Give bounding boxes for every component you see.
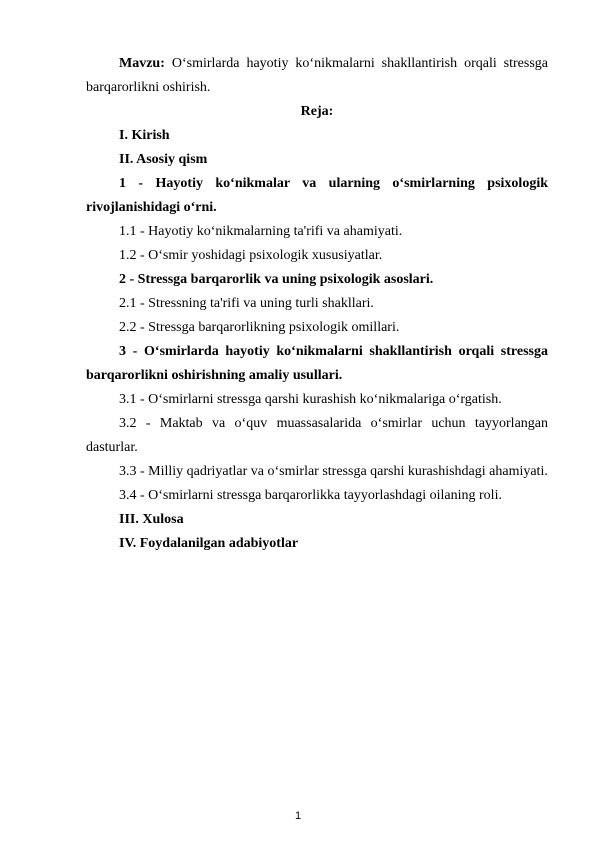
plan-item: 3.2 - Maktab va o‘quv muassasalarida o‘smirlar uchun tayyorlangan dasturlar. xyxy=(86,416,548,455)
page-number: 1 xyxy=(294,810,302,822)
plan-list xyxy=(86,124,548,556)
plan-item: IV. Foydalanilgan adabiyotlar xyxy=(119,536,299,551)
plan-item: 2.2 - Stressga barqarorlikning psixologik omillari. xyxy=(119,320,400,335)
plan-item: 3.4 - O‘smirlarni stressga barqarorlikka tayyorlashdagi oilaning roli. xyxy=(119,488,502,503)
plan-item: 3.1 - O‘smirlarni stressga qarshi kurashish ko‘nikmalariga o‘rgatish. xyxy=(119,392,502,407)
topic-label: Mavzu: xyxy=(119,56,165,71)
plan-item: I. Kirish xyxy=(119,128,170,143)
plan-item: 1.1 - Hayotiy ko‘nikmalarning ta'rifi va ahamiyati. xyxy=(119,224,403,239)
document-page xyxy=(86,52,548,556)
plan-item: 2 - Stressga barqarorlik va uning psixologik asoslari. xyxy=(119,272,434,287)
plan-item: II. Asosiy qism xyxy=(119,152,208,167)
topic-text: O‘smirlarda hayotiy ko‘nikmalarni shakllantirish orqali stressga barqarorlikni oshirish. xyxy=(86,56,549,95)
plan-item: 3 - O‘smirlarda hayotiy ko‘nikmalarni shakllantirish orqali stressga barqarorlikni oshirishning amaliy usullari. xyxy=(86,344,548,383)
plan-heading: Reja: xyxy=(300,104,334,119)
plan-item: 1.2 - O‘smir yoshidagi psixologik xususiyatlar. xyxy=(119,248,383,263)
plan-item: 2.1 - Stressning ta'rifi va uning turli shakllari. xyxy=(119,296,374,311)
plan-item: 1 - Hayotiy ko‘nikmalar va ularning o‘smirlarning psixologik rivojlanishidagi o‘rni. xyxy=(86,176,548,215)
topic-paragraph xyxy=(86,52,548,100)
plan-item: 3.3 - Milliy qadriyatlar va o‘smirlar stressga qarshi kurashishdagi ahamiyati. xyxy=(119,464,548,479)
plan-item: III. Xulosa xyxy=(119,512,184,527)
